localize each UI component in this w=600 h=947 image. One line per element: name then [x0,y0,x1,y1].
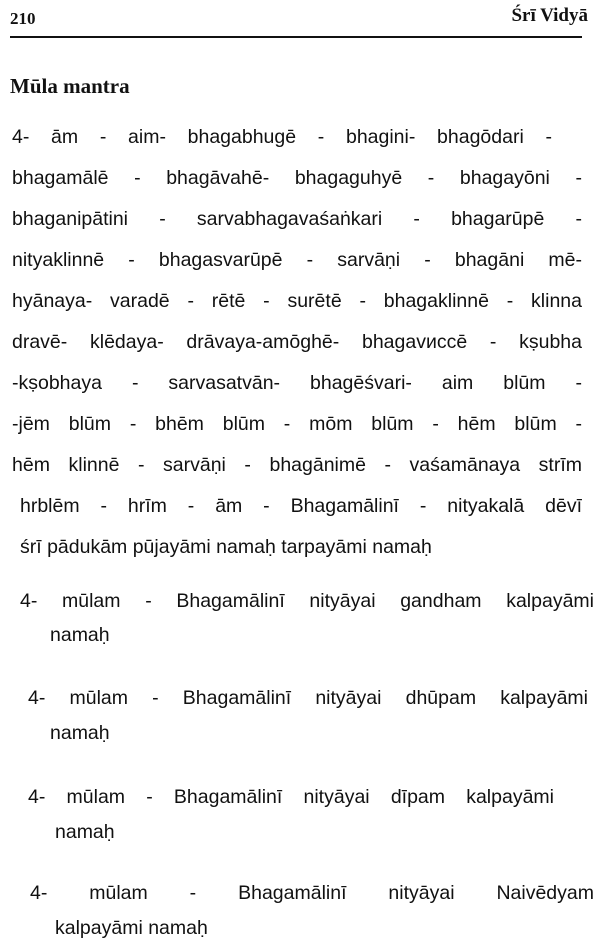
section-title: Mūla mantra [10,74,130,98]
offering-line: kalpayāmi namaḥ [55,917,208,939]
page-number: 210 [10,9,36,28]
mantra-line: nityaklinnē - bhagasvarūpē - sarvāṇi - bhagāni mē- [12,249,582,271]
mantra-line: 4- ām - aim- bhagabhugē - bhagini- bhagōdari - [12,126,552,148]
offering-line: 4- mūlam - Bhagamālinī nityāyai gandham kalpayāmi [20,590,594,612]
offering-line: 4- mūlam - Bhagamālinī nityāyai dhūpam kalpayāmi [28,687,588,709]
running-title: Śrī Vidyā [511,5,588,26]
mantra-line: -jēm blūm - bhēm blūm - mōm blūm - hēm blūm - [12,413,582,435]
mantra-line: hēm klinnē - sarvāṇi - bhagānimē - vaśamānaya strīm [12,454,582,476]
mantra-line: bhaganipātini - sarvabhagavaśaṅkari - bhagarūpē - [12,208,582,230]
offering-line: namaḥ [50,624,110,646]
offering-line: namaḥ [55,821,115,843]
mantra-line: hrblēm - hrīm - ām - Bhagamālinī - nityakalā dēvī [20,495,582,517]
mantra-line: -kṣobhaya - sarvasatvān- bhagēśvari- aim blūm - [12,372,582,394]
offering-line: namaḥ [50,722,110,744]
mantra-line: dravē- klēdaya- drāvaya-amōghē- bhagavиccē - kṣubha [12,331,582,353]
offering-line: 4- mūlam - Bhagamālinī nityāyai dīpam kalpayāmi [28,786,554,808]
mantra-line: bhagamālē - bhagāvahē- bhagaguhyē - bhagayōni - [12,167,582,189]
header-rule [10,36,582,38]
mantra-line: śrī pādukām pūjayāmi namaḥ tarpayāmi namaḥ [20,536,432,558]
offering-line: 4- mūlam - Bhagamālinī nityāyai Naivēdyam [30,882,594,904]
page-header [10,4,588,34]
mantra-line: hyānaya- varadē - rētē - surētē - bhagaklinnē - klinna [12,290,582,312]
